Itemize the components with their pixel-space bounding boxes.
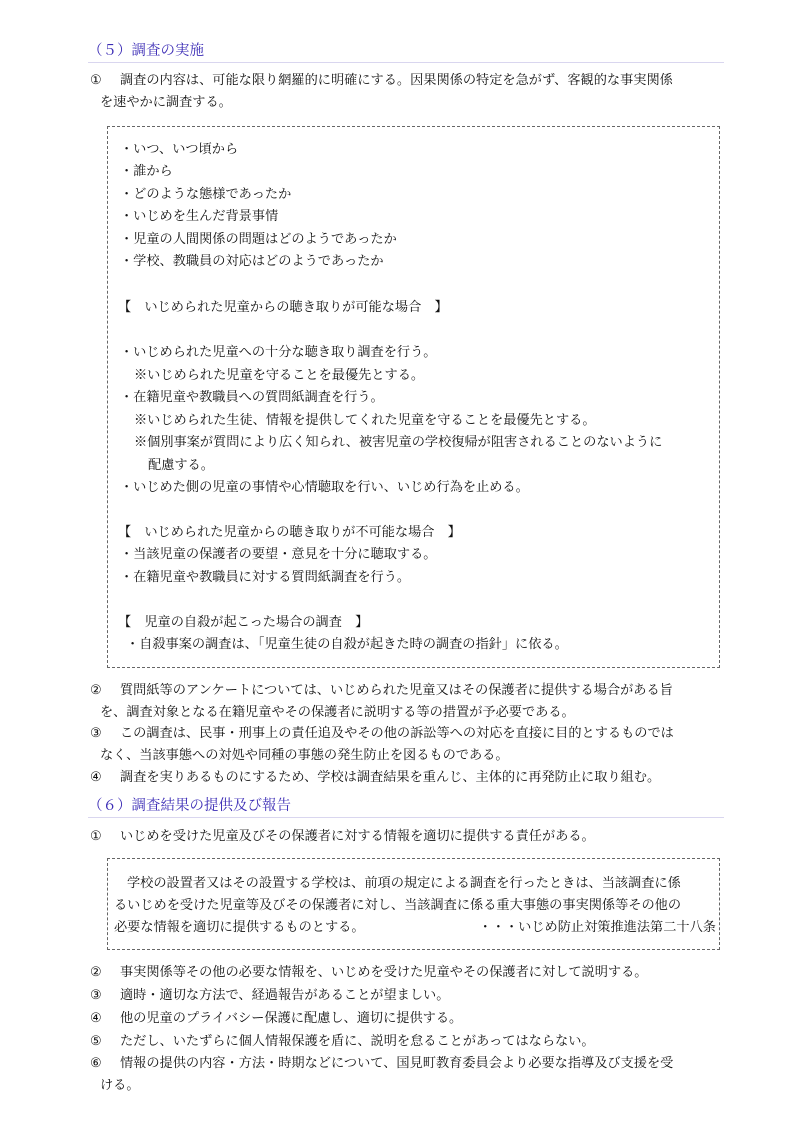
box-subheading-suicide: 【 児童の自殺が起こった場合の調査 】 (118, 615, 369, 630)
box-line: ・在籍児童や教職員への質問紙調査を行う。 (120, 390, 384, 405)
item-number: ③ (90, 988, 102, 1003)
item-number: ① (90, 829, 102, 844)
item-number: ④ (90, 770, 102, 785)
box-line: ・在籍児童や教職員に対する質問紙調査を行う。 (120, 570, 411, 585)
item-number: ② (90, 965, 102, 980)
box-line: ・どのような態様であったか (120, 187, 292, 202)
section-5-item-3 (90, 723, 722, 766)
box-line: ・児童の人間関係の問題はどのようであったか (120, 232, 397, 247)
item-text-line-1: 調査の内容は、可能な限り網羅的に明確にする。因果関係の特定を急がず、客観的な事実関係 (120, 73, 673, 88)
box-line: ・いじめた側の児童の事情や心情聴取を行い、いじめ行為を止める。 (120, 480, 529, 495)
survey-items-box (107, 126, 720, 668)
item-text-line-1: 調査を実りあるものにするため、学校は調査結果を重んじ、主体的に再発防止に取り組む。 (120, 770, 661, 785)
section-6-item-1 (90, 826, 722, 848)
item-number: ⑤ (90, 1034, 102, 1049)
section-5-item-2 (90, 680, 722, 723)
item-number: ④ (90, 1011, 102, 1026)
item-number: ③ (90, 726, 102, 741)
item-text-line-1: ただし、いたずらに個人情報保護を盾に、説明を怠ることがあってはならない。 (120, 1034, 595, 1049)
section-6-item-2 (90, 962, 722, 984)
item-text-line-1: いじめを受けた児童及びその保護者に対する情報を適切に提供する責任がある。 (120, 829, 595, 844)
item-text-line-2: ける。 (100, 1077, 140, 1093)
box-subheading-possible: 【 いじめられた児童からの聴き取りが可能な場合 】 (118, 300, 448, 315)
section-6-item-5 (90, 1031, 722, 1053)
law-text-line-2: るいじめを受けた児童等及びその保護者に対し、当該調査に係る重大事態の事実関係等その他の (114, 898, 682, 913)
box-line: ・学校、教職員の対応はどのようであったか (120, 254, 384, 269)
box-line: ・いつ、いつ頃から (120, 142, 239, 157)
section-6-item-3 (90, 985, 722, 1007)
box-note: ※いじめられた児童を守ることを最優先とする。 (134, 368, 425, 383)
item-text-line-2: を、調査対象となる在籍児童やその保護者に説明する等の措置が予必要である。 (100, 704, 575, 720)
box-note-continued: 配慮する。 (148, 458, 214, 473)
section-6-item-6 (90, 1053, 722, 1096)
box-line: ・いじめを生んだ背景事情 (120, 209, 279, 224)
section-5-item-1 (90, 70, 722, 113)
box-line: ・自殺事案の調査は、「児童生徒の自殺が起きた時の調査の指針」に依る。 (126, 637, 568, 652)
box-subheading-impossible: 【 いじめられた児童からの聴き取りが不可能な場合 】 (118, 525, 461, 540)
item-number: ⑥ (90, 1056, 102, 1071)
item-number: ② (90, 683, 102, 698)
item-text-line-1: 情報の提供の内容・方法・時期などについて、国見町教育委員会より必要な指導及び支援を受 (120, 1056, 674, 1071)
section-6-item-4 (90, 1008, 722, 1030)
box-line: ・誰から (120, 164, 173, 179)
item-text-line-2: を速やかに調査する。 (100, 94, 232, 110)
item-text-line-1: この調査は、民事・刑事上の責任追及やその他の訴訟等への対応を直接に目的とするものでは (120, 726, 674, 741)
item-text-line-1: 事実関係等その他の必要な情報を、いじめを受けた児童やその保護者に対して説明する。 (120, 965, 648, 980)
box-note: ※個別事案が質問により広く知られ、被害児童の学校復帰が阻害されることのないように (134, 435, 663, 450)
law-text-line-3 (114, 917, 716, 939)
law-text-line-1: 学校の設置者又はその設置する学校は、前項の規定による調査を行ったときは、当該調査に係 (127, 876, 681, 891)
item-text-line-2: なく、当該事態への対処や同種の事態の発生防止を図るものである。 (100, 747, 509, 763)
section-6-heading: （６）調査結果の提供及び報告 (88, 797, 724, 818)
box-note: ※いじめられた生徒、情報を提供してくれた児童を守ることを最優先とする。 (134, 413, 596, 428)
item-number: ① (90, 73, 102, 88)
box-line: ・当該児童の保護者の要望・意見を十分に聴取する。 (120, 547, 437, 562)
item-text-line-1: 適時・適切な方法で、経過報告があることが望ましい。 (120, 988, 450, 1003)
law-citation: ・・・いじめ防止対策推進法第二十八条 (478, 920, 716, 935)
box-line: ・いじめられた児童への十分な聴き取り調査を行う。 (120, 345, 437, 360)
item-text-line-1: 他の児童のプライバシー保護に配慮し、適切に提供する。 (120, 1011, 463, 1026)
law-quote-box (107, 858, 720, 950)
law-text-line-3-body: 必要な情報を適切に提供するものとする。 (114, 920, 365, 935)
item-text-line-1: 質問紙等のアンケートについては、いじめられた児童又はその保護者に提供する場合がある旨 (120, 683, 673, 698)
section-5-item-4 (90, 767, 722, 789)
section-5-heading: （５）調査の実施 (88, 42, 724, 63)
